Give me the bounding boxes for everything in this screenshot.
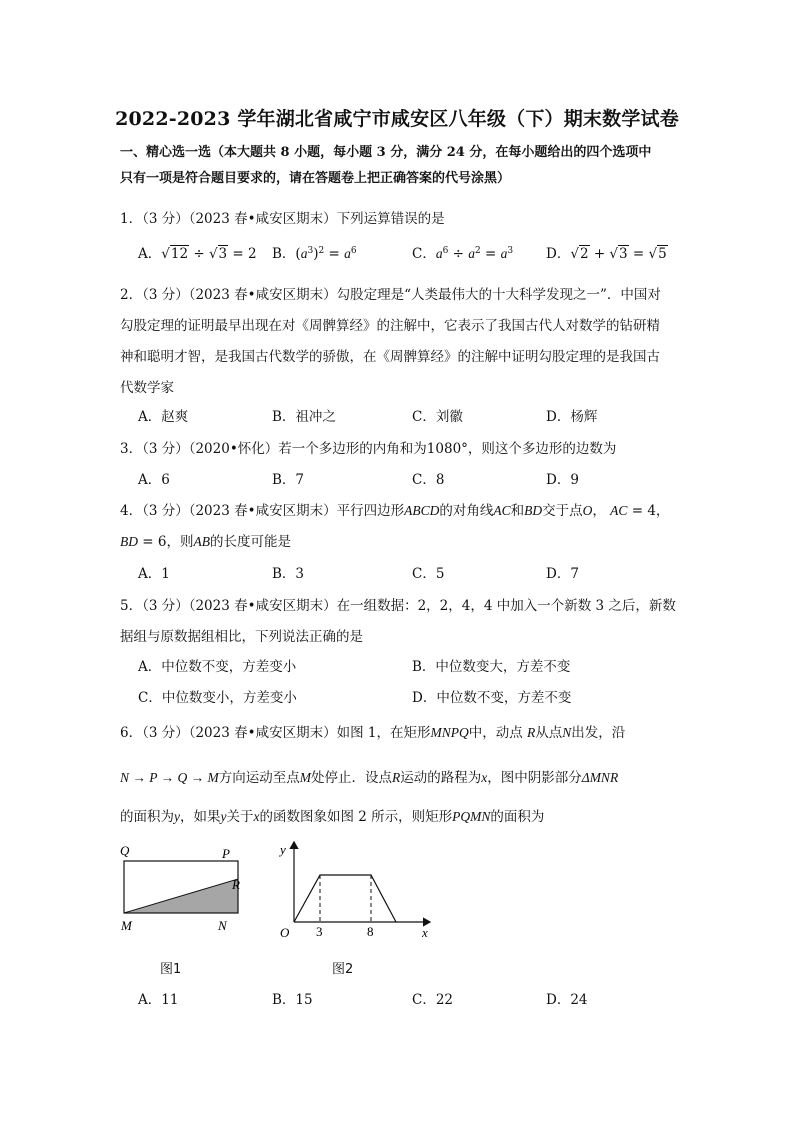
- label-n: N: [218, 918, 227, 933]
- q6-l2-mid3: 运动的路程为: [400, 770, 482, 786]
- q2-option-d: D．杨辉: [546, 409, 598, 425]
- q2-line-1: 2．（3 分）（2023 春•咸安区期末）勾股定理是“人类最伟大的十大科学发现之一”．中国对: [120, 287, 661, 303]
- figure-2-graph: [272, 836, 442, 946]
- q6-l2-mid2: 处停止．设点: [311, 770, 393, 786]
- q6-l3-post: 的面积为: [490, 809, 545, 825]
- q4-ab: AB: [193, 534, 210, 549]
- q6-l1-mid: 中，动点: [468, 725, 523, 741]
- q4-bd-val: = 6: [142, 534, 167, 550]
- q1-d-expr: √2 + √3 = √5: [570, 246, 667, 262]
- q6-x: x: [481, 770, 488, 785]
- q1-c-label: C．: [412, 246, 436, 262]
- q6-l2-mid: 方向运动至点: [218, 770, 300, 786]
- q4-l2-post: 的长度可能是: [210, 534, 291, 550]
- tick-8: 8: [367, 924, 374, 939]
- label-origin: O: [280, 925, 290, 940]
- q2-option-a: A．赵爽: [138, 409, 189, 425]
- label-q: Q: [120, 843, 130, 858]
- label-p: P: [222, 846, 230, 861]
- q2-line-2: 勾股定理的证明最早出现在对《周髀算经》的注解中，它表示了我国古代人对数学的钻研精: [120, 318, 660, 334]
- q5-option-d: D．中位数不变，方差不变: [412, 690, 572, 706]
- q6-path: N → P → Q → M: [120, 770, 219, 785]
- q6-pqmn: PQMN: [452, 809, 491, 824]
- q3-option-d: D．9: [546, 472, 579, 488]
- q1-b-expr: $(a^3)^2 = a^6$: [295, 246, 357, 262]
- q4-comma: ，: [655, 503, 670, 519]
- q6-l1-post: 出发，沿: [571, 725, 626, 741]
- q3-stem-post: ，则这个多边形的边数为: [467, 441, 617, 457]
- section-line-1: 一、精心选一选（本大题共 8 小题，每小题 3 分，满分 24 分，在每小题给出的四个选项中: [120, 145, 652, 160]
- q5-line-1: 5．（3 分）（2023 春•咸安区期末）在一组数据：2，2，4，4 中加入一个新数 3 之后，新数: [120, 598, 676, 614]
- q6-l3-mid2: 关于: [226, 809, 254, 825]
- section-line-2: 只有一项是符合题目要求的，请在答题卷上把正确答案的代号涂黑）: [120, 171, 511, 186]
- q4-l1-mid2: 交于点: [542, 503, 583, 519]
- q6-m: M: [299, 770, 312, 785]
- q6-triangle: ΔMNR: [581, 770, 619, 785]
- q5-option-c: C．中位数变小，方差变小: [138, 690, 297, 706]
- q1-d-label: D．: [546, 246, 571, 262]
- q5-option-a: A．中位数不变，方差变小: [138, 659, 297, 675]
- q6-y2: y: [220, 809, 227, 824]
- q6-l1-pre: 6．（3 分）（2023 春•咸安区期末）如图 1，在矩形: [120, 725, 431, 741]
- q4-l1-mid3: ，: [592, 503, 606, 519]
- q6-n: N: [562, 725, 572, 740]
- section-header: [120, 140, 680, 192]
- q6-y: y: [174, 809, 180, 824]
- q4-abcd: ABCD: [404, 503, 440, 518]
- q4-l1-mid1: 的对角线: [439, 503, 494, 519]
- q5-line-2: 据组与原数据组相比，下列说法正确的是: [120, 629, 363, 645]
- q6-mnpq: MNPQ: [430, 725, 469, 740]
- q6-x2: x: [253, 809, 260, 824]
- q4-line-2: [120, 530, 291, 550]
- figure-2-caption: 图2: [332, 962, 354, 977]
- q6-line-1: [120, 721, 625, 741]
- q3-option-b: B．7: [272, 472, 305, 488]
- q4-o: O: [582, 503, 593, 518]
- q4-option-d: D．7: [546, 566, 579, 582]
- q1-a-expr: √12 ÷ √3 = 2: [161, 246, 257, 262]
- q6-option-b: B．15: [272, 992, 313, 1008]
- q4-ac-eq: AC: [610, 503, 628, 518]
- label-y: y: [280, 842, 286, 857]
- q3-option-a: A．6: [138, 472, 170, 488]
- q1-c-expr: $a^6 \div a^2 = a^3$: [435, 246, 514, 262]
- q4-and: 和: [510, 503, 525, 519]
- q6-l3-mid3: 的函数图象如图 2 所示，则矩形: [259, 809, 453, 825]
- q1-option-d: [546, 242, 668, 262]
- q4-ac-val: = 4: [631, 503, 656, 519]
- label-r: R: [232, 877, 240, 892]
- q1-option-a: [138, 242, 257, 262]
- q3-option-c: C．8: [412, 472, 445, 488]
- q1-option-b: [272, 242, 357, 262]
- q6-r: R: [527, 725, 536, 740]
- q4-bd: BD: [524, 503, 543, 518]
- q2-line-3: 神和聪明才智，是我国古代数学的骄傲，在《周髀算经》的注解中证明勾股定理的是我国古: [120, 349, 660, 365]
- q1-stem: 1．（3 分）（2023 春•咸安区期末）下列运算错误的是: [120, 211, 445, 227]
- tick-3: 3: [316, 924, 323, 939]
- q4-l1-pre: 4．（3 分）（2023 春•咸安区期末）平行四边形: [120, 503, 405, 519]
- q3-stem: [120, 437, 616, 457]
- q1-a-label: A．: [138, 246, 162, 262]
- figure-1-rectangle: [112, 838, 252, 938]
- q3-stem-pre: 3．（3 分）（2020•怀化）若一个多边形的内角和为: [120, 441, 427, 457]
- q2-option-c: C．刘徽: [412, 409, 463, 425]
- q6-l3-mid: ，如果: [180, 809, 221, 825]
- q4-option-a: A．1: [138, 566, 170, 582]
- q6-r2: R: [392, 770, 401, 785]
- q1-b-label: B．: [272, 246, 296, 262]
- q4-option-b: B．3: [272, 566, 305, 582]
- q1-option-c: [412, 242, 513, 262]
- q6-option-d: D．24: [546, 992, 588, 1008]
- q6-option-a: A．11: [138, 992, 179, 1008]
- page-title: 2022-2023 学年湖北省咸宁市咸安区八年级（下）期末数学试卷: [115, 108, 679, 130]
- q6-line-2: [120, 766, 618, 786]
- q4-ac: AC: [493, 503, 511, 518]
- q4-option-c: C．5: [412, 566, 445, 582]
- label-x: x: [422, 925, 428, 940]
- q6-l1-mid2: 从点: [535, 725, 563, 741]
- q4-bd-eq: BD: [120, 534, 138, 549]
- q2-line-4: 代数学家: [120, 380, 174, 396]
- q6-option-c: C．22: [412, 992, 454, 1008]
- figure-1-caption: 图1: [160, 962, 182, 977]
- shaded-triangle-mnr: [124, 879, 238, 913]
- q6-l3-pre: 的面积为: [120, 809, 174, 825]
- label-m: M: [121, 918, 132, 933]
- q4-l2-mid: ，则: [166, 534, 194, 550]
- q6-l2-mid4: ，图中阴影部分: [487, 770, 582, 786]
- q5-option-b: B．中位数变大，方差不变: [412, 659, 571, 675]
- q2-option-b: B．祖冲之: [272, 409, 336, 425]
- function-graph: [294, 875, 396, 922]
- q3-stem-value: 1080°: [426, 441, 468, 457]
- q6-line-3: [120, 805, 544, 825]
- q4-line-1: [120, 499, 669, 519]
